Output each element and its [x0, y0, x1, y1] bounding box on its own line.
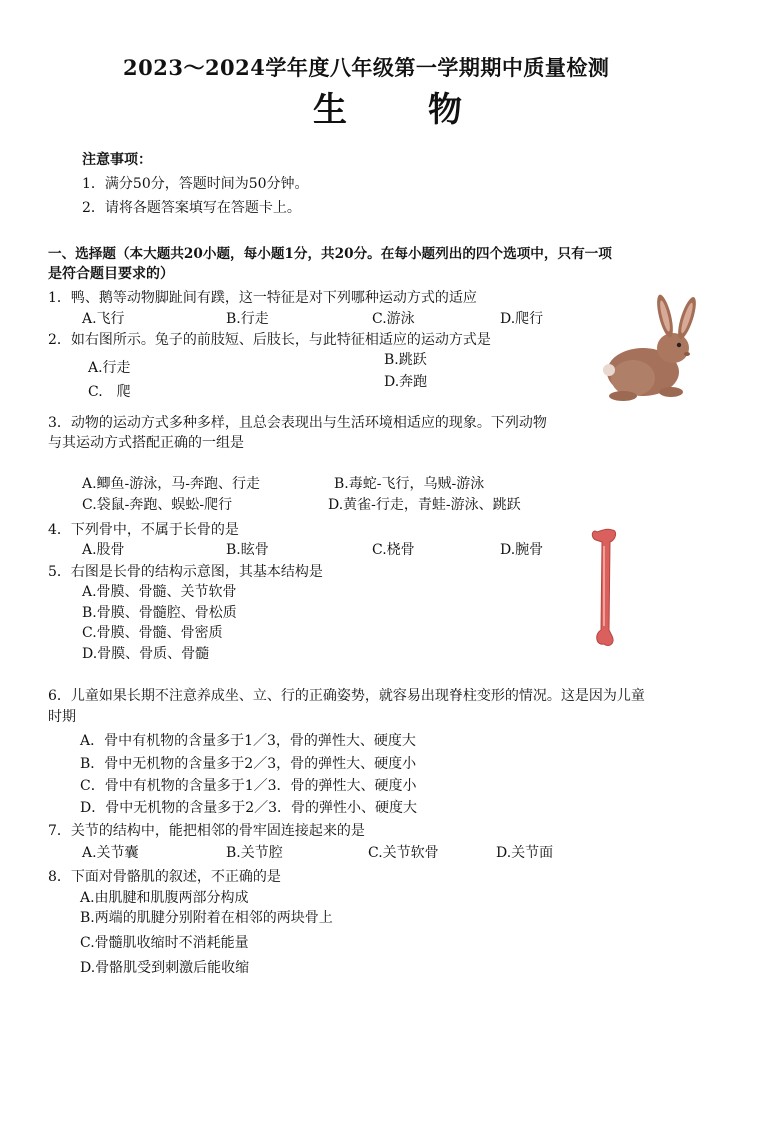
- notice-item-2: 2．请将各题答案填写在答题卡上。: [82, 200, 301, 216]
- notice-heading: 注意事项：: [82, 152, 152, 168]
- q5-option-d: D.骨膜、骨质、骨髓: [82, 646, 210, 662]
- q8-option-b: B.两端的肌腱分别附着在相邻的两块骨上: [80, 910, 333, 926]
- q4-option-c: C.桡骨: [372, 542, 415, 558]
- q4-option-b: B.眩骨: [226, 542, 269, 558]
- rabbit-illustration: [603, 292, 707, 404]
- q2-option-d: D.奔跑: [384, 374, 428, 390]
- q6-stem-line1: 6．儿童如果长期不注意养成坐、立、行的正确姿势，就容易出现脊柱变形的情况。这是因为儿童: [48, 688, 645, 704]
- q6-option-c: C．骨中有机物的含量多于1／3．骨的弹性大、硬度小: [80, 778, 417, 794]
- q7-option-a: A.关节囊: [82, 845, 139, 861]
- subject-char-left: 生: [313, 90, 347, 130]
- q2-option-a: A.行走: [88, 360, 131, 376]
- exam-title: 2023～2024学年度八年级第一学期期中质量检测: [123, 55, 610, 80]
- q1-option-b: B.行走: [226, 311, 269, 327]
- q7-stem: 7．关节的结构中，能把相邻的骨牢固连接起来的是: [48, 823, 365, 839]
- q8-stem: 8．下面对骨骼肌的叙述，不正确的是: [48, 869, 281, 885]
- notice-item-1: 1．满分50分，答题时间为50分钟。: [82, 176, 309, 192]
- q4-stem: 4．下列骨中，不属于长骨的是: [48, 522, 239, 538]
- q7-option-c: C.关节软骨: [368, 845, 439, 861]
- section-heading-line2: 是符合题目要求的）: [48, 266, 174, 282]
- q3-stem-line2: 与其运动方式搭配正确的一组是: [48, 435, 244, 451]
- q2-option-b: B.跳跃: [384, 352, 427, 368]
- q1-option-a: A.飞行: [82, 311, 125, 327]
- q7-option-b: B.关节腔: [226, 845, 283, 861]
- q3-option-b: B.毒蛇-飞行，乌贼-游泳: [334, 476, 485, 492]
- subject-char-right: 物: [428, 90, 462, 130]
- q3-option-d: D.黄雀-行走，青蛙-游泳、跳跃: [328, 497, 521, 513]
- q8-option-a: A.由肌腱和肌腹两部分构成: [80, 890, 249, 906]
- q3-option-a: A.鲫鱼-游泳，马-奔跑、行走: [82, 476, 261, 492]
- q2-stem: 2．如右图所示。兔子的前肢短、后肢长，与此特征相适应的运动方式是: [48, 332, 491, 348]
- q1-option-d: D.爬行: [500, 311, 544, 327]
- q3-stem-line1: 3．动物的运动方式多种多样，且总会表现出与生活环境相适应的现象。下列动物: [48, 415, 547, 431]
- q5-option-a: A.骨膜、骨髓、关节软骨: [82, 584, 237, 600]
- q6-option-a: A．骨中有机物的含量多于1／3，骨的弹性大、硬度大: [80, 733, 416, 749]
- long-bone-illustration: [588, 526, 622, 650]
- q8-option-d: D.骨骼肌受到刺激后能收缩: [80, 960, 250, 976]
- q1-option-c: C.游泳: [372, 311, 415, 327]
- q5-stem: 5．右图是长骨的结构示意图，其基本结构是: [48, 564, 323, 580]
- section-heading-line1: 一、选择题（本大题共20小题，每小题1分，共20分。在每小题列出的四个选项中，只有一项: [48, 246, 612, 262]
- q6-option-b: B．骨中无机物的含量多于2／3，骨的弹性大、硬度小: [80, 756, 417, 772]
- q2-option-c: C. 爬: [88, 384, 131, 400]
- q6-stem-line2: 时期: [48, 709, 76, 725]
- q1-stem: 1．鸭、鹅等动物脚趾间有蹼，这一特征是对下列哪种运动方式的适应: [48, 290, 477, 306]
- q8-option-c: C.骨髓肌收缩时不消耗能量: [80, 935, 249, 951]
- q5-option-b: B.骨膜、骨髓腔、骨松质: [82, 605, 237, 621]
- q7-option-d: D.关节面: [496, 845, 554, 861]
- q4-option-d: D.腕骨: [500, 542, 544, 558]
- q3-option-c: C.袋鼠-奔跑、蜈蚣-爬行: [82, 497, 233, 513]
- q6-option-d: D．骨中无机物的含量多于2／3．骨的弹性小、硬度大: [80, 800, 418, 816]
- q4-option-a: A.股骨: [82, 542, 125, 558]
- q5-option-c: C.骨膜、骨髓、骨密质: [82, 625, 223, 641]
